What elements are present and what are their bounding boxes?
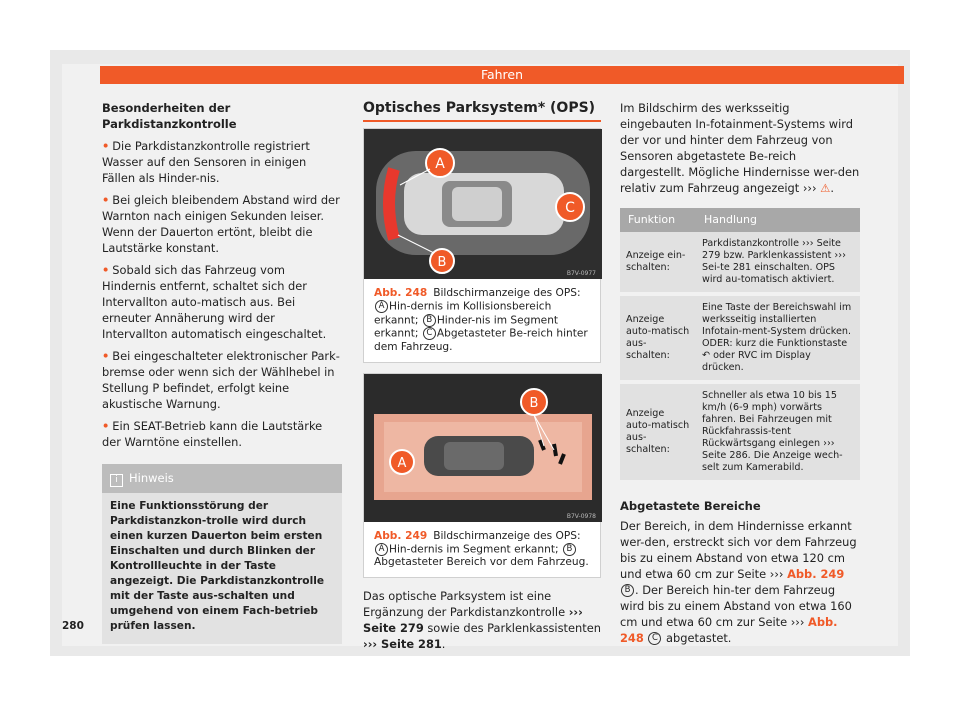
section-heading: Optisches Parksystem* (OPS) xyxy=(363,100,601,122)
label-b: B xyxy=(437,255,447,270)
bullet-item: • Bei eingeschalteter elektronischer Park-bremse oder wenn sich der Wählhebel in Stellung P befindet, erfolgt keine akustische Warnung. xyxy=(102,349,340,411)
label-a: A xyxy=(435,156,445,172)
intro-paragraph: Das optische Parksystem ist eine Ergänzung der Parkdistanzkontrolle ››› Seite 279 sowie des Parklenkassistenten ››› Seite 281. xyxy=(363,589,601,651)
table-header: Handlung xyxy=(696,208,860,232)
figure-code: B7V-0977 xyxy=(566,270,596,277)
figure-link[interactable]: Abb. 249 xyxy=(787,567,845,581)
hint-text: Eine Funktionsstörung der Parkdistanzkon-trolle wird durch einen kurzen Dauerton beim ersten Einschalten und durch Blinken der Kontrollleuchte in der Taste angezeigt. Die Parkdistanzkontrolle mit der Taste aus-schalten und umgehend von einem Fach-betrieb prüfen lassen. xyxy=(110,500,325,632)
table-row: Anzeige ein-schalten: Parkdistanzkontrolle ››› Seite 279 bzw. Parklenkassistent ››› Sei-te 281 einschalten. OPS wird au-tomatisch aktiviert. xyxy=(620,232,860,294)
bullet-item: • Die Parkdistanzkontrolle registriert Wasser auf den Sensoren in einigen Fällen als Hinder-nis. xyxy=(102,139,310,185)
label-b: B xyxy=(529,395,539,411)
figure-link[interactable]: Abb. 248 xyxy=(620,615,838,645)
page-link[interactable]: ››› Seite 279 xyxy=(363,605,583,635)
label-c: C xyxy=(565,200,575,216)
figure-code: B7V-0978 xyxy=(566,512,596,520)
table-row: Anzeige auto-matisch aus-schalten: Eine Taste der Bereichswahl im werksseitig installierten Infotain-ment-System drücken. ODER: kurz die Funktionstaste ↶ oder RVC im Display drücken. xyxy=(620,294,860,382)
bullet-item: • Sobald sich das Fahrzeug vom Hindernis entfernt, schaltet sich der Intervallton auto-matisch aus. Bei erneuter Annäherung wird der Intervallton automatisch eingeschaltet. xyxy=(102,263,327,341)
intro-text: Im Bildschirm des werksseitig eingebauten In-fotainment-Systems wird der vor und hinter dem Fahrzeug von Sensoren abgetastete Be-reich dargestellt. Mögliche Hindernisse wer-den relativ zum Fahrzeug angezeigt ››› ⚠. xyxy=(620,101,860,195)
label-a: A xyxy=(397,455,407,471)
bullet-icon: • xyxy=(102,139,110,153)
subheading: Abgetastete Bereiche xyxy=(620,499,761,513)
page-number: 280 xyxy=(62,620,84,632)
page-link[interactable]: ››› Seite 281 xyxy=(363,637,442,651)
ops-rear-illustration xyxy=(364,129,602,279)
hint-header: i Hinweis xyxy=(102,464,342,493)
bullet-icon: • xyxy=(102,263,110,277)
ops-rear-image xyxy=(364,129,600,279)
bullet-item: • Ein SEAT-Betrieb kann die Lautstärke der Warntöne einstellen. xyxy=(102,419,323,449)
bullet-icon: • xyxy=(102,419,110,433)
table-row: Anzeige auto-matisch aus-schalten: Schneller als etwa 10 bis 15 km/h (6-9 mph) vorwärts fahren. Bei Fahrzeugen mit Rückfahrassis-tent Rückwärtsgang einlegen ››› Seite 286. Die Anzeige wech-selt zum Kamerabild. xyxy=(620,382,860,482)
figure-caption: Abb. 248 Bildschirmanzeige des OPS: A Hin-dernis im Kollisionsbereich erkannt; B Hinder-nis im Segment erkannt; C Abgetasteter Be-reich hinter dem Fahrzeug. xyxy=(374,287,588,353)
function-table xyxy=(620,208,860,484)
body-paragraph: Der Bereich, in dem Hindernisse erkannt wer-den, erstreckt sich vor dem Fahrzeug bis zu einem Abstand von etwa 120 cm und etwa 60 cm zur Seite ››› Abb. 249 B . Der Bereich hin-ter dem Fahrzeug wird bis zu einem Abstand von etwa 160 cm und etwa 60 cm zur Seite ››› Abb. 248 C abgetastet. xyxy=(620,519,857,645)
ops-front-image xyxy=(364,374,600,522)
section-header: Fahren xyxy=(100,66,904,84)
warning-icon: ⚠ xyxy=(820,181,831,195)
figure-249 xyxy=(363,373,601,579)
bullet-icon: • xyxy=(102,349,110,363)
ops-front-illustration xyxy=(364,374,602,522)
column-2 xyxy=(363,100,601,652)
table-header: Funktion xyxy=(620,208,696,232)
hint-box xyxy=(102,464,342,644)
figure-248 xyxy=(363,128,601,363)
bullet-item: • Bei gleich bleibendem Abstand wird der Warnton nach einigen Sekunden leiser. Wenn der Dauerton ertönt, bleibt die Lautstärke konstant. xyxy=(102,193,340,255)
bullet-icon: • xyxy=(102,193,110,207)
info-icon: i xyxy=(110,474,123,487)
column-3 xyxy=(620,100,860,646)
column-1 xyxy=(102,100,342,644)
section-title: Besonderheiten der Parkdistanzkontrolle xyxy=(102,101,237,131)
figure-caption: Abb. 249 Bildschirmanzeige des OPS: A Hin-dernis im Segment erkannt; BAbgetasteter Bereich vor dem Fahrzeug. xyxy=(374,529,589,568)
